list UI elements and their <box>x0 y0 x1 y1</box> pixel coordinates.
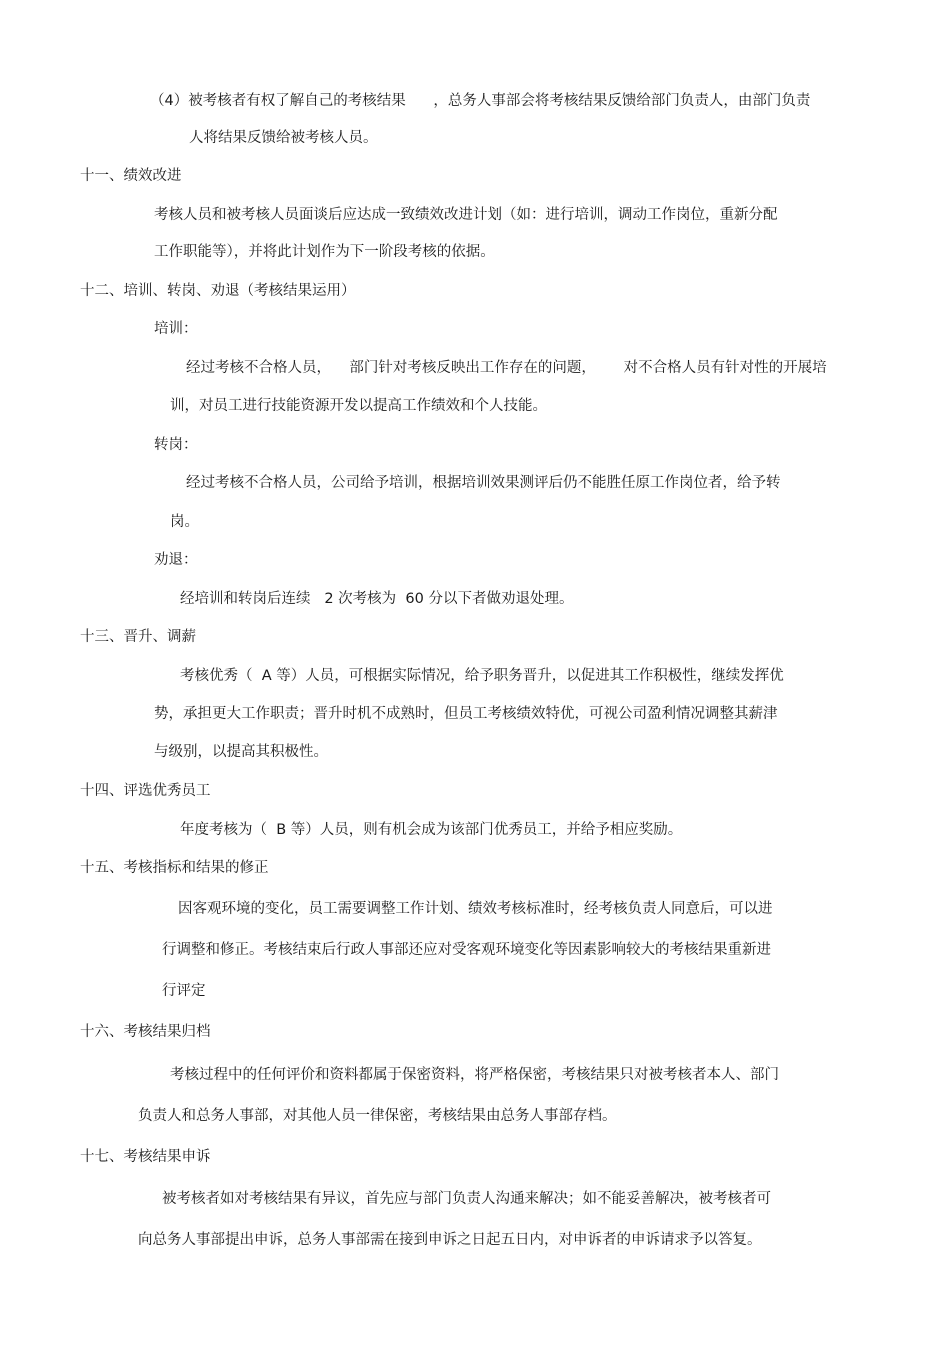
paragraph-line: （4）被考核者有权了解自己的考核结果 ，总务人事部会将考核结果反馈给部门负责人，由部门负责 <box>150 93 811 109</box>
paragraph-line: 行评定 <box>162 983 206 999</box>
paragraph-line: 考核过程中的任何评价和资料都属于保密资料，将严格保密，考核结果只对被考核者本人、部门 <box>170 1067 779 1083</box>
subheading: 转岗： <box>154 437 198 453</box>
paragraph-line: 势，承担更大工作职责；晋升时机不成熟时，但员工考核绩效特优，可视公司盈利情况调整其薪津 <box>154 706 778 722</box>
section-heading: 十六、考核结果归档 <box>80 1024 211 1040</box>
paragraph-line: 被考核者如对考核结果有异议，首先应与部门负责人沟通来解决；如不能妥善解决，被考核者可 <box>162 1191 771 1207</box>
section-heading: 十三、晋升、调薪 <box>80 629 196 645</box>
paragraph-line: 与级别，以提高其积极性。 <box>154 744 328 760</box>
paragraph-line: 经过考核不合格人员， 部门针对考核反映出工作存在的问题， 对不合格人员有针对性的开展培 <box>186 360 827 376</box>
section-heading: 十七、考核结果申诉 <box>80 1149 211 1165</box>
section-heading: 十四、评选优秀员工 <box>80 783 211 799</box>
paragraph-line: 工作职能等），并将此计划作为下一阶段考核的依据。 <box>154 244 495 260</box>
paragraph-line: 考核优秀（ A 等）人员，可根据实际情况，给予职务晋升，以促进其工作积极性，继续发挥优 <box>180 668 784 684</box>
paragraph-line: 考核人员和被考核人员面谈后应达成一致绩效改进计划（如：进行培训，调动工作岗位，重新分配 <box>154 207 778 223</box>
paragraph-line: 行调整和修正。考核结束后行政人事部还应对受客观环境变化等因素影响较大的考核结果重新进 <box>162 942 771 958</box>
paragraph-line: 经过考核不合格人员，公司给予培训，根据培训效果测评后仍不能胜任原工作岗位者，给予转 <box>186 475 781 491</box>
subheading: 劝退： <box>154 552 198 568</box>
paragraph-line: 经培训和转岗后连续 2 次考核为 60 分以下者做劝退处理。 <box>180 591 574 607</box>
section-heading: 十五、考核指标和结果的修正 <box>80 860 269 876</box>
paragraph-line: 人将结果反馈给被考核人员。 <box>189 130 378 146</box>
paragraph-line: 训，对员工进行技能资源开发以提高工作绩效和个人技能。 <box>170 398 547 414</box>
section-heading: 十二、培训、转岗、劝退（考核结果运用） <box>80 283 356 299</box>
section-heading: 十一、绩效改进 <box>80 168 182 184</box>
paragraph-line: 负责人和总务人事部，对其他人员一律保密，考核结果由总务人事部存档。 <box>138 1108 617 1124</box>
paragraph-line: 岗。 <box>170 514 199 530</box>
paragraph-line: 因客观环境的变化，员工需要调整工作计划、绩效考核标准时，经考核负责人同意后，可以进 <box>178 901 773 917</box>
paragraph-line: 年度考核为（ B 等）人员，则有机会成为该部门优秀员工，并给予相应奖励。 <box>180 822 683 838</box>
subheading: 培训： <box>154 321 198 337</box>
paragraph-line: 向总务人事部提出申诉，总务人事部需在接到申诉之日起五日内，对申诉者的申诉请求予以答复。 <box>138 1232 762 1248</box>
